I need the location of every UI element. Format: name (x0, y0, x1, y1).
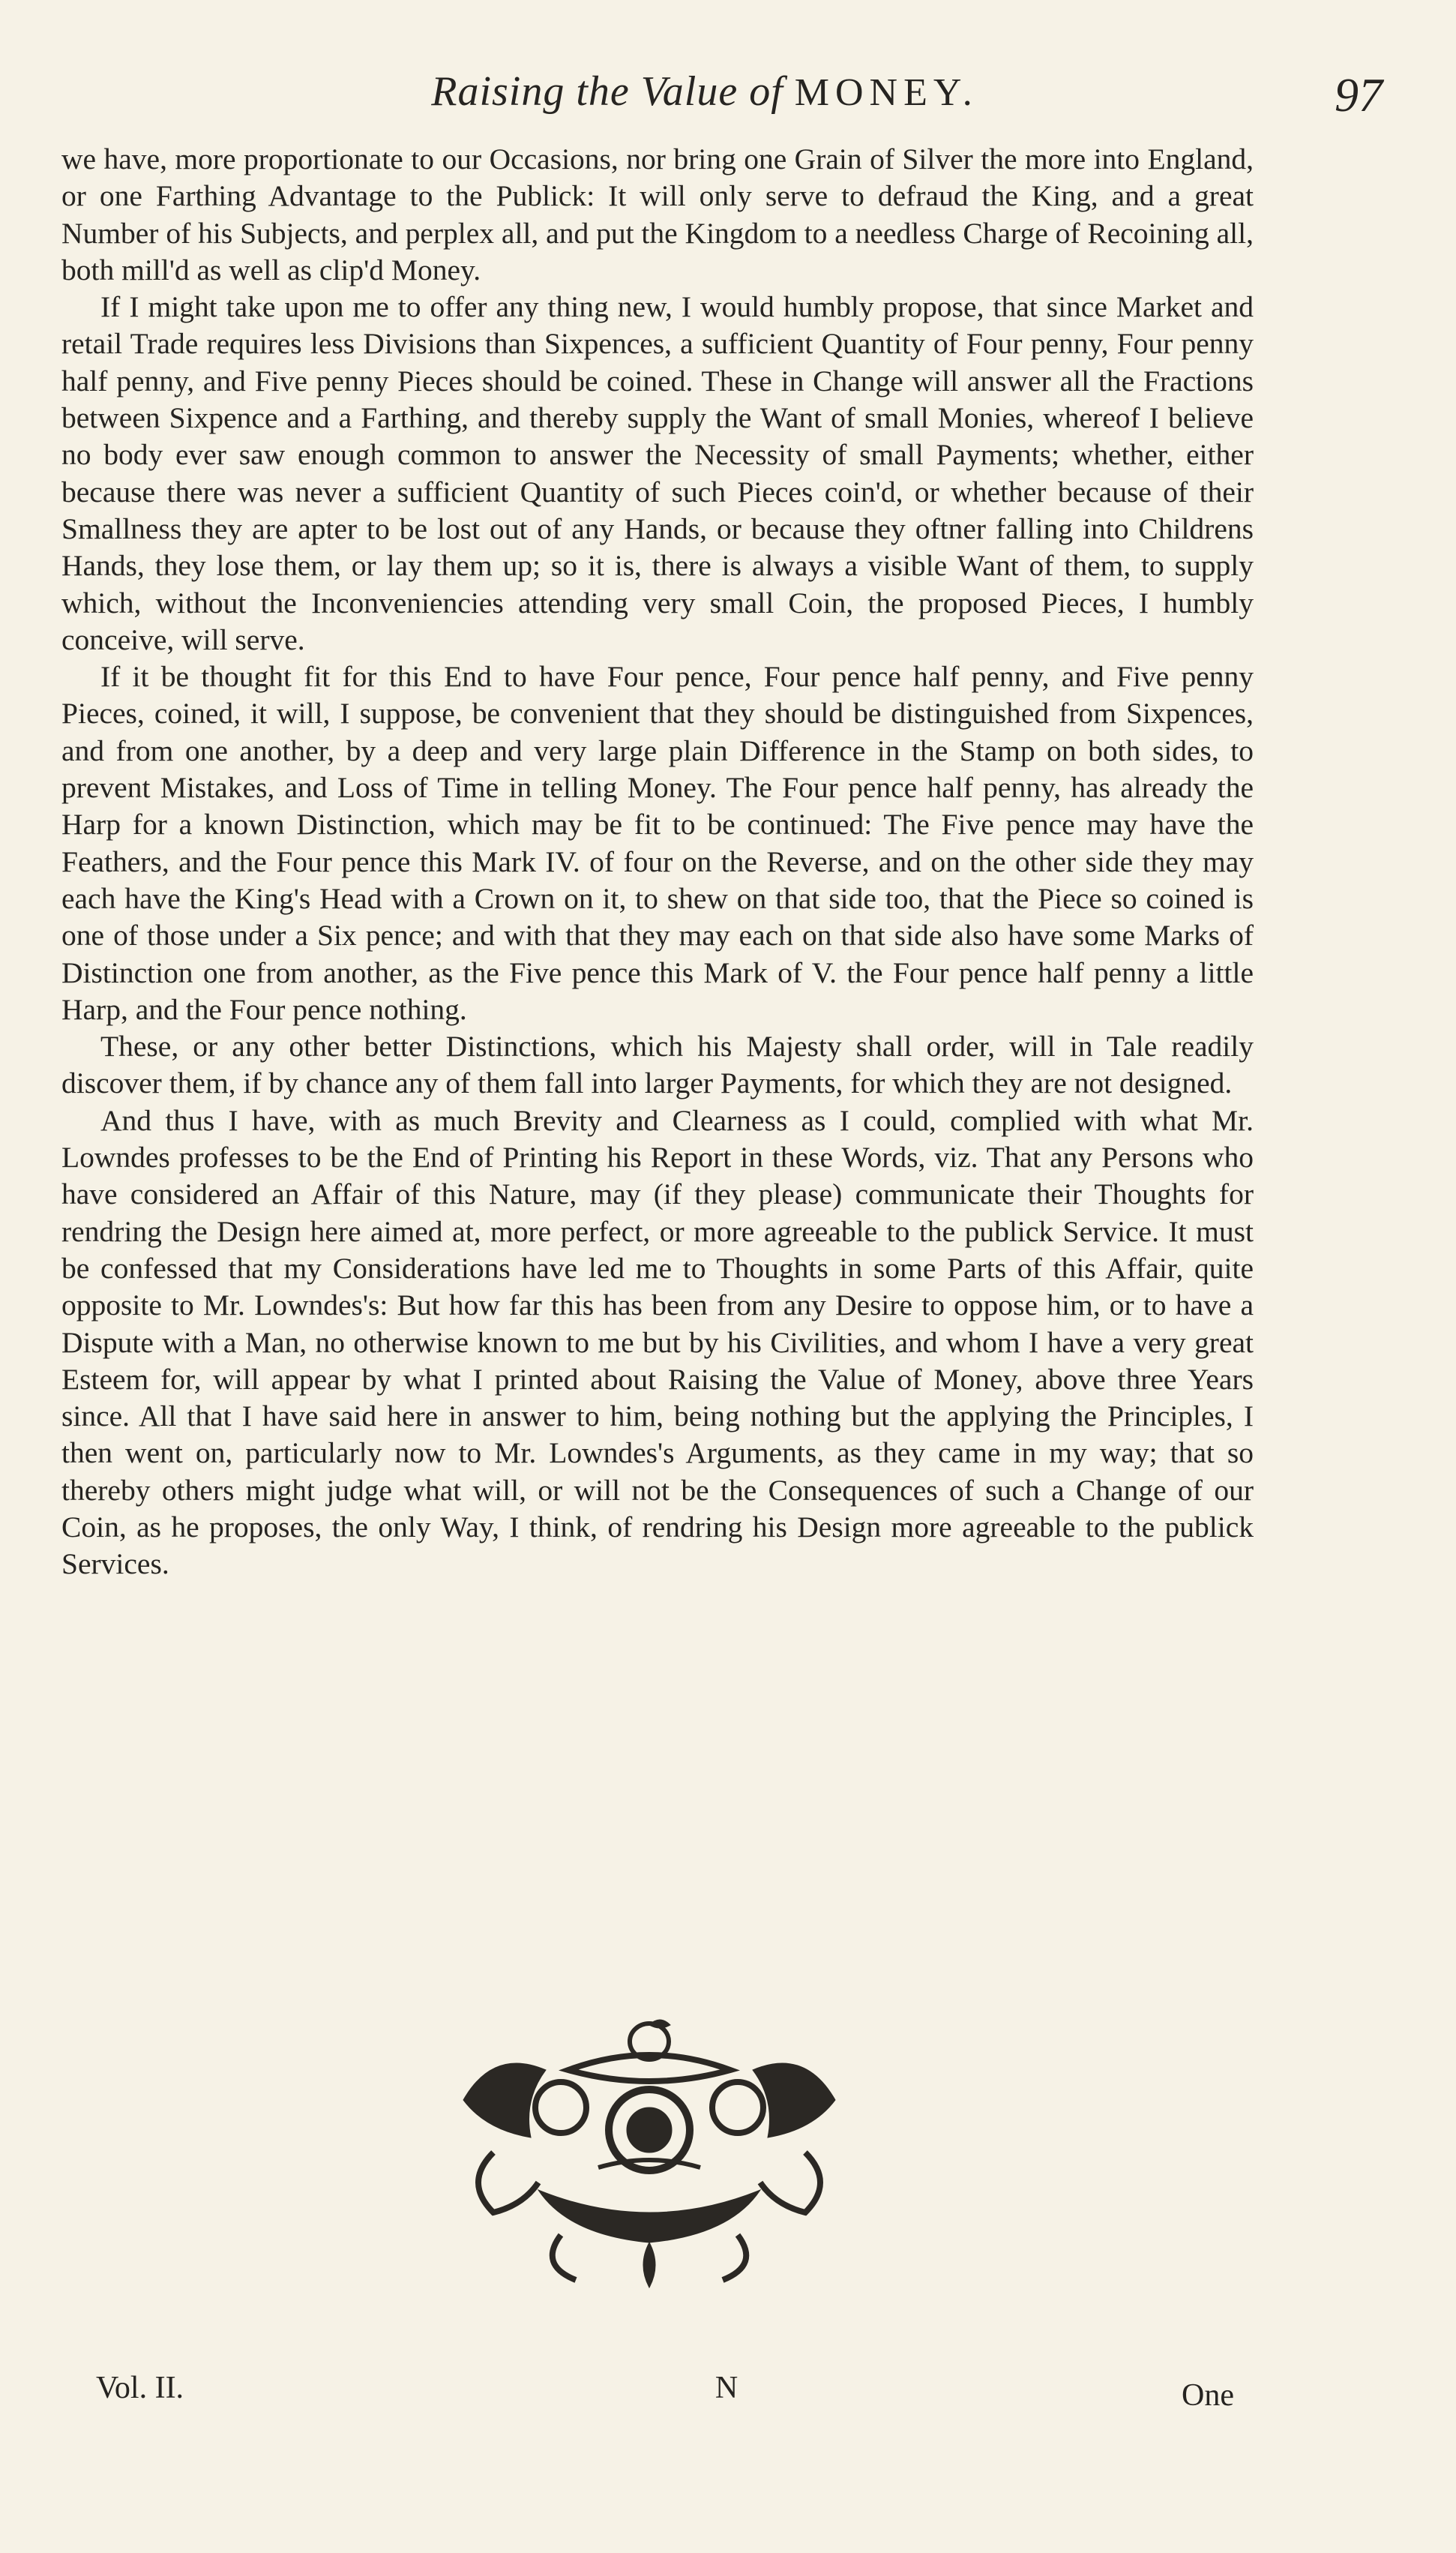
signature-mark: N (715, 2371, 741, 2405)
running-head (0, 68, 1456, 135)
paragraph-1: we have, more proportionate to our Occasions, nor bring one Grain of Silver the more into England, or one Farthing Advantage to the Publick: It will only serve to defraud the King, and a great Number of his Subjects, and perplex all, and put the Kingdom to a needless Charge of Recoining all, both mill'd as well as clip'd Money. (61, 142, 1254, 286)
catchword: One (1182, 2378, 1234, 2413)
decorative-tailpiece-icon (448, 2018, 850, 2295)
running-title-italic: Raising the Value of (431, 68, 783, 115)
page-footer (0, 2370, 1456, 2430)
page-number: 97 (1335, 68, 1383, 122)
running-title (367, 68, 1042, 116)
volume-label: Vol. II. (96, 2371, 184, 2405)
body-text (61, 141, 1254, 1583)
paragraph-3: If it be thought fit for this End to have Four pence, Four pence half penny, and Five penny Pieces, coined, it will, I suppose, be convenient that they should be distinguished from Sixpences, and from one another, by a deep and very large plain Difference in the Stamp on both sides, to prevent Mistakes, and Loss of Time in telling Money. The Four pence half penny, has already the Harp for a known Distinction, which may be fit to be continued: The Five pence may have the Feathers, and the Four pence this Mark IV. of four on the Reverse, and on the other side they may each have the King's Head with a Crown on it, to shew on that side too, that the Piece so coined is one of those under a Six pence; and with that they may each on that side also have some Marks of Distinction one from another, as the Five pence this Mark of V. the Four pence half penny a little Harp, and the Four pence nothing. (61, 660, 1254, 1026)
running-title-caps: MONEY. (794, 71, 978, 114)
paragraph-2: If I might take upon me to offer any thing new, I would humbly propose, that since Market and retail Trade requires less Divisions than Sixpences, a sufficient Quantity of Four penny, Four penny half penny, and Five penny Pieces should be coined. These in Change will answer all the Fractions between Sixpence and a Farthing, and thereby supply the Want of small Monies, whereof I believe no body ever saw enough common to answer the Necessity of small Payments; whether, either because there was never a sufficient Quantity of such Pieces coin'd, or whether because of their Smallness they are apter to be lost out of any Hands, or because they oftner falling into Childrens Hands, they lose them, or lay them up; so it is, there is always a visible Want of them, to supply which, without the Inconveniencies attending very small Coin, the proposed Pieces, I humbly conceive, will serve. (61, 290, 1254, 656)
paragraph-4: These, or any other better Distinctions, which his Majesty shall order, will in Tale readily discover them, if by chance any of them fall into larger Payments, for which they are not designed. (61, 1030, 1254, 1100)
paragraph-5: And thus I have, with as much Brevity and Clearness as I could, complied with what Mr. Lowndes professes to be the End of Printing his Report in these Words, viz. That any Persons who have considered an Affair of this Nature, may (if they please) communicate their Thoughts for rendring the Design here aimed at, more perfect, or more agreeable to the publick Service. It must be confessed that my Considerations have led me to Thoughts in some Parts of this Affair, quite opposite to Mr. Lowndes's: But how far this has been from any Desire to oppose him, or to have a Dispute with a Man, no otherwise known to me but by his Civilities, and whom I have a very great Esteem for, will appear by what I printed about Raising the Value of Money, above three Years since. All that I have said here in answer to him, being nothing but the applying the Principles, I then went on, particularly now to Mr. Lowndes's Arguments, as they came in my way; that so thereby others might judge what will, or will not be the Consequences of such a Change of our Coin, as he proposes, the only Way, I think, of rendring his Design more agreeable to the publick Services. (61, 1103, 1254, 1581)
